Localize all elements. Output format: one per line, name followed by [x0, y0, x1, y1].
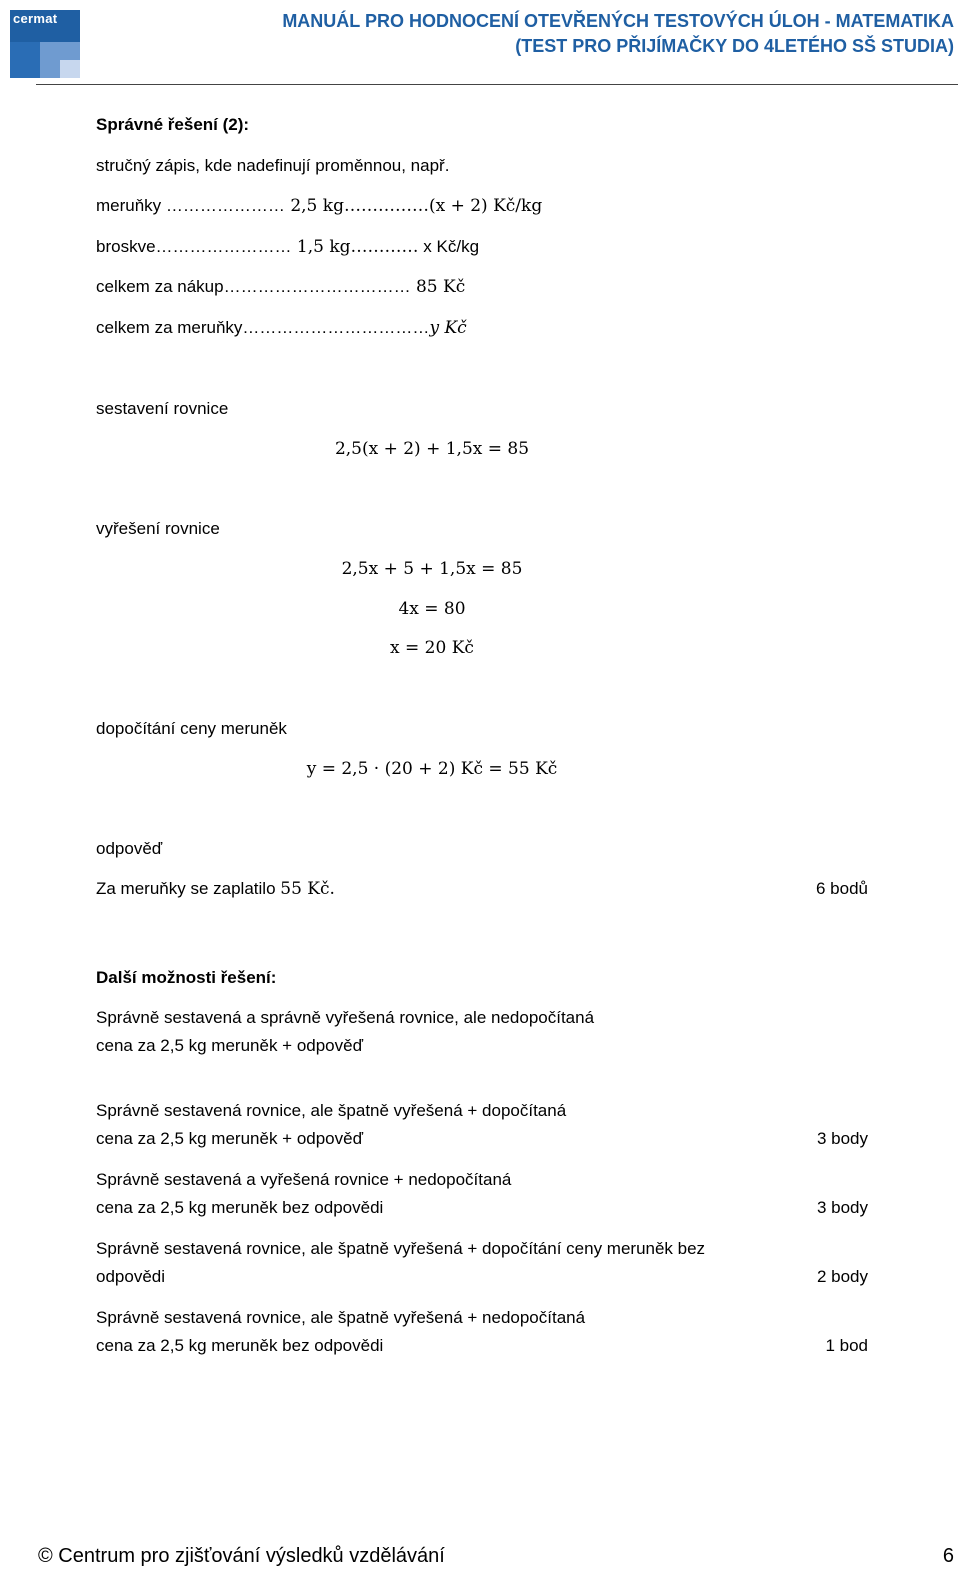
footer-copyright: © Centrum pro zjišťování výsledků vzdělávání — [38, 1545, 445, 1567]
notation-row-apricots — [96, 194, 542, 218]
cermat-logo — [10, 10, 80, 78]
solve-line-1: 2,5x + 5 + 1,5x = 85 — [341, 559, 523, 579]
other-item-line1: Správně sestavená a vyřešená rovnice + nedopočítaná — [96, 1170, 512, 1189]
header-divider — [36, 84, 958, 85]
other-item-line1: Správně sestavená rovnice, ale špatně vyřešená + nedopočítaná — [96, 1308, 586, 1327]
price-equation: y = 2,5 · (20 + 2) Kč = 55 Kč — [306, 759, 558, 779]
other-item-points: 1 bod — [825, 1336, 868, 1355]
page-number: 6 — [942, 1545, 954, 1567]
step-equation-label: sestavení rovnice — [96, 399, 229, 418]
equation: 2,5(x + 2) + 1,5x = 85 — [334, 439, 530, 459]
other-item — [96, 1235, 796, 1291]
notation-label: celkem za nákup…………………………… — [96, 277, 411, 296]
other-item-line1: Správně sestavená a správně vyřešená rovnice, ale nedopočítaná — [96, 1008, 595, 1027]
other-item-line2: odpovědi — [96, 1267, 166, 1286]
solution-heading: Správné řešení (2): — [96, 115, 250, 134]
notation-mid: 1,5 kg………… — [291, 237, 419, 257]
solve-line-3: x = 20 Kč — [390, 638, 474, 658]
notation-mid: y Kč — [429, 318, 467, 338]
other-item-line2: cena za 2,5 kg meruněk bez odpovědi — [96, 1336, 384, 1355]
answer-points: 6 bodů — [816, 879, 868, 898]
other-heading: Další možnosti řešení: — [96, 968, 277, 987]
other-item-line2: cena za 2,5 kg meruněk + odpověď — [96, 1129, 364, 1148]
solution-intro: stručný zápis, kde nadefinují proměnnou, např. — [96, 156, 450, 175]
notation-row-peaches — [96, 235, 479, 259]
step-price-label: dopočítání ceny meruněk — [96, 719, 287, 738]
header-title-line1: MANUÁL PRO HODNOCENÍ OTEVŘENÝCH TESTOVÝCH ÚLOH - MATEMATIKA — [282, 11, 954, 31]
other-item-points: 2 body — [816, 1267, 868, 1286]
notation-label: meruňky ………………… — [96, 196, 285, 215]
logo-text: cermat — [13, 11, 58, 26]
answer-text: Za meruňky se zaplatilo — [96, 879, 281, 898]
other-item — [96, 1004, 796, 1060]
step-answer-label: odpověď — [96, 839, 163, 858]
header-title-line2: (TEST PRO PŘIJÍMAČKY DO 4LETÉHO SŠ STUDIA) — [515, 36, 954, 56]
solve-line-2: 4x = 80 — [398, 599, 466, 619]
other-item — [96, 1304, 796, 1360]
other-item-line2: cena za 2,5 kg meruněk bez odpovědi — [96, 1198, 384, 1217]
notation-end: (x + 2) Kč/kg — [428, 196, 543, 216]
answer-value: 55 Kč. — [280, 879, 335, 899]
notation-mid: 2,5 kg…………… — [284, 196, 429, 216]
other-item-line1: Správně sestavená rovnice, ale špatně vyřešená + dopočítaná — [96, 1101, 567, 1120]
notation-end: x Kč/kg — [418, 237, 480, 256]
notation-row-apricot-total — [96, 316, 467, 340]
notation-label: celkem za meruňky…………………………… — [96, 318, 430, 337]
notation-mid: 85 Kč — [410, 277, 466, 297]
notation-label: broskve…………………… — [96, 237, 292, 256]
other-item-line1: Správně sestavená rovnice, ale špatně vyřešená + dopočítání ceny meruněk bez — [96, 1239, 706, 1258]
step-solve-label: vyřešení rovnice — [96, 519, 220, 538]
answer — [96, 877, 335, 901]
notation-row-total — [96, 275, 465, 299]
other-item — [96, 1097, 796, 1153]
other-item-points: 3 body — [816, 1129, 868, 1148]
other-item-points: 3 body — [816, 1198, 868, 1217]
other-item-line2: cena za 2,5 kg meruněk + odpověď — [96, 1036, 364, 1055]
other-item — [96, 1166, 796, 1222]
